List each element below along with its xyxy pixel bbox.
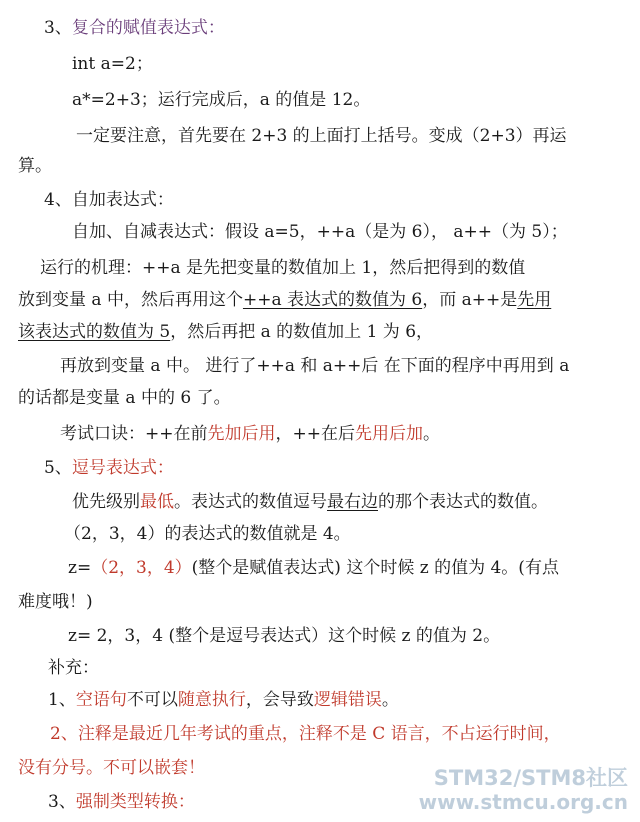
mechanism-line-4: 再放到变量 a 中。 进行了++a 和 a++后 在下面的程序中再用到 a xyxy=(60,356,570,376)
highlight-text: 先加后用 xyxy=(207,424,276,444)
text-run: 考试口诀：++在前 xyxy=(60,424,208,444)
code-line-2: a*=2+3；运行完成后，a 的值是 12。 xyxy=(72,90,371,110)
text-run: (整个是赋值表达式) 这个时候 z 的值为 4。(有点 xyxy=(191,558,559,578)
item-number: 3、 xyxy=(48,792,76,812)
text-run: 不可以 xyxy=(126,690,178,710)
comma-line-5: z= 2，3，4 (整个是逗号表达式）这个时候 z 的值为 2。 xyxy=(68,626,501,646)
mechanism-line-1: 运行的机理：++a 是先把变量的数值加上 1，然后把得到的数值 xyxy=(40,258,526,278)
comma-line-2: （2，3，4）的表达式的数值就是 4。 xyxy=(64,524,351,544)
exam-mnemonic xyxy=(60,422,440,446)
text-run: 。 xyxy=(381,690,399,710)
highlight-text: 空语句 xyxy=(75,690,127,710)
highlight-text: 最低 xyxy=(140,492,174,512)
highlight-text: 随意执行 xyxy=(177,690,246,710)
code-line-1: int a=2； xyxy=(72,54,153,74)
supplement-item-1 xyxy=(48,688,399,712)
item-number: 1、 xyxy=(48,690,76,710)
note-line-1: 一定要注意，首先要在 2+3 的上面打上括号。变成（2+3）再运 xyxy=(76,126,567,146)
text-run: ，会导致 xyxy=(245,690,314,710)
highlight-text: 先用后加 xyxy=(355,424,423,444)
underlined-text: 该表达式的数值为 5 xyxy=(18,322,171,342)
highlight-text: （2，3，4） xyxy=(91,558,192,578)
watermark-title: STM32/STM8社区 xyxy=(433,766,628,790)
text-run: 优先级别 xyxy=(72,492,140,512)
note-line-2: 算。 xyxy=(18,156,52,176)
highlight-text: 逻辑错误 xyxy=(313,690,382,710)
section-4-heading xyxy=(44,188,174,212)
section-number: 5、 xyxy=(44,458,72,478)
mechanism-line-3 xyxy=(18,320,433,344)
underlined-text: 先用 xyxy=(517,290,552,310)
comma-line-4: 难度哦！) xyxy=(18,592,93,612)
section-number: 4、 xyxy=(44,190,72,210)
mechanism-line-2 xyxy=(18,288,551,312)
section-title: 复合的赋值表达式： xyxy=(71,18,225,38)
section-3-heading xyxy=(44,16,225,40)
supplement-item-3 xyxy=(48,790,195,814)
section-5-heading xyxy=(44,456,174,480)
mechanism-line-5: 的话都是变量 a 中的 6 了。 xyxy=(18,388,231,408)
supplement-item-2-line-1: 2、注释是最近几年考试的重点，注释不是 C 语言，不占运行时间， xyxy=(50,724,561,744)
supplement-item-2-line-2: 没有分号。不可以嵌套！ xyxy=(18,758,205,778)
section-title: 逗号表达式： xyxy=(71,458,174,478)
text-run: ，++在后 xyxy=(275,424,355,444)
underlined-text: 最右边 xyxy=(327,492,378,512)
text-run: ，然后再把 a 的数值加上 1 为 6， xyxy=(170,322,434,342)
text-run: 。 xyxy=(423,424,440,444)
supplement-heading: 补充： xyxy=(48,658,99,678)
increment-line: 自加、自减表达式：假设 a=5，++a（是为 6）， a++（为 5）； xyxy=(72,222,568,242)
watermark-url: www.stmcu.org.cn xyxy=(418,790,628,814)
section-title: 强制类型转换： xyxy=(75,792,195,812)
text-run: 的那个表达式的数值。 xyxy=(378,492,548,512)
text-run: z= xyxy=(68,558,92,578)
underlined-text: ++a 表达式的数值为 6 xyxy=(242,290,423,310)
text-run: ，而 a++是 xyxy=(422,290,518,310)
text-run: 放到变量 a 中，然后再用这个 xyxy=(18,290,243,310)
comma-line-3 xyxy=(68,556,559,580)
section-number: 3、 xyxy=(44,18,72,38)
text-run: 。表达式的数值逗号 xyxy=(174,492,327,512)
comma-line-1 xyxy=(72,490,548,514)
section-title: 自加表达式： xyxy=(71,190,174,210)
